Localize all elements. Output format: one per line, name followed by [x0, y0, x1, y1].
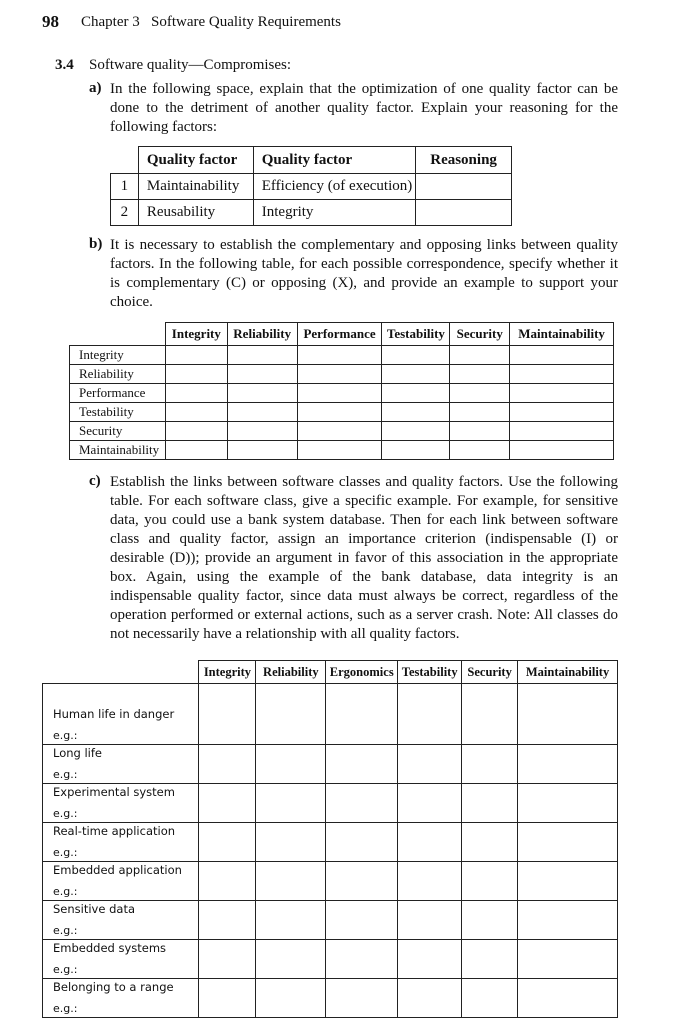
row-label: Security — [70, 422, 166, 441]
answer-cell[interactable] — [510, 422, 614, 441]
answer-cell[interactable] — [462, 979, 518, 1018]
answer-cell[interactable] — [326, 979, 398, 1018]
answer-cell[interactable] — [199, 940, 256, 979]
column-header: Security — [462, 661, 518, 684]
example-label: e.g.: — [53, 807, 78, 820]
column-header: Integrity — [165, 323, 227, 346]
answer-cell[interactable] — [227, 384, 297, 403]
answer-cell[interactable] — [518, 745, 618, 784]
software-class-cell — [43, 784, 199, 823]
answer-cell[interactable] — [297, 441, 382, 460]
answer-cell[interactable] — [518, 979, 618, 1018]
answer-cell[interactable] — [398, 684, 462, 745]
answer-cell[interactable] — [510, 365, 614, 384]
chapter-header: Chapter 3 Software Quality Requirements — [81, 14, 341, 30]
row-number: 1 — [111, 174, 139, 200]
example-label: e.g.: — [53, 963, 78, 976]
software-class-cell — [43, 979, 199, 1018]
answer-cell[interactable] — [297, 365, 382, 384]
answer-cell[interactable] — [382, 441, 450, 460]
answer-cell[interactable] — [199, 823, 256, 862]
table-row — [43, 784, 618, 823]
answer-cell[interactable] — [450, 441, 510, 460]
answer-cell[interactable] — [462, 862, 518, 901]
software-class-label: Long life — [53, 746, 102, 760]
answer-cell[interactable] — [510, 346, 614, 365]
example-label: e.g.: — [53, 1002, 78, 1015]
answer-cell[interactable] — [450, 384, 510, 403]
column-header: Performance — [297, 323, 382, 346]
software-class-cell — [43, 745, 199, 784]
answer-cell[interactable] — [398, 901, 462, 940]
software-class-cell — [43, 901, 199, 940]
answer-cell[interactable] — [227, 422, 297, 441]
table-row — [70, 384, 614, 403]
answer-cell[interactable] — [165, 422, 227, 441]
software-class-label: Human life in danger — [53, 707, 175, 721]
software-class-label: Belonging to a range — [53, 980, 174, 994]
column-header: Quality factor — [138, 147, 253, 174]
answer-cell[interactable] — [256, 745, 326, 784]
example-label: e.g.: — [53, 924, 78, 937]
software-class-cell — [43, 684, 199, 745]
answer-cell[interactable] — [510, 403, 614, 422]
row-label: Reliability — [70, 365, 166, 384]
answer-cell[interactable] — [462, 684, 518, 745]
links-table — [69, 322, 614, 460]
answer-cell[interactable] — [297, 403, 382, 422]
answer-cell[interactable] — [256, 823, 326, 862]
software-class-cell — [43, 940, 199, 979]
column-header: Security — [450, 323, 510, 346]
table-row — [111, 200, 512, 226]
answer-cell[interactable] — [256, 784, 326, 823]
table-row — [43, 979, 618, 1018]
software-class-cell — [43, 862, 199, 901]
answer-cell[interactable] — [227, 403, 297, 422]
answer-cell[interactable] — [518, 784, 618, 823]
answer-cell[interactable] — [199, 979, 256, 1018]
answer-cell[interactable] — [227, 346, 297, 365]
example-label: e.g.: — [53, 846, 78, 859]
answer-cell[interactable] — [398, 940, 462, 979]
answer-cell[interactable] — [518, 862, 618, 901]
answer-cell[interactable] — [518, 823, 618, 862]
table-row — [70, 403, 614, 422]
table-row — [43, 940, 618, 979]
answer-cell[interactable] — [462, 940, 518, 979]
answer-cell[interactable] — [199, 901, 256, 940]
software-class-label: Embedded systems — [53, 941, 167, 955]
software-class-label: Real-time application — [53, 824, 176, 838]
table-row — [43, 823, 618, 862]
answer-cell[interactable] — [398, 979, 462, 1018]
software-class-label: Experimental system — [53, 785, 175, 799]
table-row — [70, 441, 614, 460]
answer-cell[interactable] — [398, 745, 462, 784]
row-label: Maintainability — [70, 441, 166, 460]
part-b-text: It is necessary to establish the complementary and opposing links between quality factors. In the following table, for each possible correspondence, specify whether it is complementary (C) or opposing (X), and provide an example to support your choice. — [110, 237, 618, 310]
column-header: Maintainability — [510, 323, 614, 346]
part-c-label: c) — [89, 473, 101, 489]
answer-cell[interactable] — [450, 346, 510, 365]
column-header: Reliability — [227, 323, 297, 346]
software-class-table — [42, 660, 618, 1018]
answer-cell[interactable] — [297, 346, 382, 365]
section-number: 3.4 — [55, 57, 74, 73]
answer-cell[interactable] — [510, 384, 614, 403]
answer-cell[interactable] — [326, 823, 398, 862]
software-class-cell — [43, 823, 199, 862]
page-number: 98 — [42, 12, 59, 31]
table-corner — [111, 147, 139, 174]
row-label: Testability — [70, 403, 166, 422]
answer-cell[interactable] — [518, 684, 618, 745]
answer-cell[interactable] — [165, 365, 227, 384]
answer-cell[interactable] — [462, 745, 518, 784]
answer-cell[interactable] — [326, 901, 398, 940]
row-label: Integrity — [70, 346, 166, 365]
answer-cell[interactable] — [326, 684, 398, 745]
section-title: Software quality—Compromises: — [89, 57, 292, 73]
answer-cell[interactable] — [450, 403, 510, 422]
answer-cell[interactable] — [326, 940, 398, 979]
answer-cell[interactable] — [518, 940, 618, 979]
answer-cell[interactable] — [450, 422, 510, 441]
example-label: e.g.: — [53, 768, 78, 781]
table-row — [70, 422, 614, 441]
table-row — [111, 174, 512, 200]
row-label: Performance — [70, 384, 166, 403]
answer-cell[interactable] — [297, 384, 382, 403]
answer-cell[interactable] — [462, 784, 518, 823]
answer-cell[interactable] — [256, 862, 326, 901]
answer-cell[interactable] — [462, 823, 518, 862]
answer-cell[interactable] — [256, 901, 326, 940]
table-row — [43, 862, 618, 901]
example-label: e.g.: — [53, 885, 78, 898]
column-header: Reasoning — [416, 147, 512, 174]
quality-factor-cell: Integrity — [253, 200, 415, 226]
column-header: Integrity — [199, 661, 256, 684]
table-row — [43, 684, 618, 745]
answer-cell[interactable] — [382, 365, 450, 384]
answer-cell[interactable] — [256, 979, 326, 1018]
answer-cell[interactable] — [326, 784, 398, 823]
answer-cell[interactable] — [227, 441, 297, 460]
quality-factor-cell: Maintainability — [138, 174, 253, 200]
answer-cell[interactable] — [199, 784, 256, 823]
answer-cell[interactable] — [382, 403, 450, 422]
answer-cell[interactable] — [510, 441, 614, 460]
software-class-label: Embedded application — [53, 863, 182, 877]
answer-cell[interactable] — [256, 940, 326, 979]
quality-factor-cell: Reusability — [138, 200, 253, 226]
column-header: Ergonomics — [326, 661, 398, 684]
answer-cell[interactable] — [199, 745, 256, 784]
column-header: Testability — [398, 661, 462, 684]
table-row — [43, 901, 618, 940]
answer-cell[interactable] — [326, 862, 398, 901]
answer-cell[interactable] — [297, 422, 382, 441]
answer-cell[interactable] — [382, 384, 450, 403]
table-corner — [70, 323, 166, 346]
answer-cell[interactable] — [398, 862, 462, 901]
column-header: Quality factor — [253, 147, 415, 174]
reasoning-cell[interactable] — [416, 200, 512, 226]
compromise-table — [110, 146, 512, 226]
answer-cell[interactable] — [199, 684, 256, 745]
answer-cell[interactable] — [165, 384, 227, 403]
answer-cell[interactable] — [199, 862, 256, 901]
table-row — [70, 365, 614, 384]
answer-cell[interactable] — [326, 745, 398, 784]
answer-cell[interactable] — [450, 365, 510, 384]
reasoning-cell[interactable] — [416, 174, 512, 200]
answer-cell[interactable] — [462, 901, 518, 940]
table-corner — [43, 661, 199, 684]
part-a-label: a) — [89, 80, 102, 96]
answer-cell[interactable] — [165, 441, 227, 460]
row-number: 2 — [111, 200, 139, 226]
part-b-label: b) — [89, 236, 103, 252]
software-class-label: Sensitive data — [53, 902, 135, 916]
answer-cell[interactable] — [382, 422, 450, 441]
example-label: e.g.: — [53, 729, 78, 742]
column-header: Reliability — [256, 661, 326, 684]
answer-cell[interactable] — [165, 403, 227, 422]
column-header: Maintainability — [518, 661, 618, 684]
answer-cell[interactable] — [256, 684, 326, 745]
answer-cell[interactable] — [382, 346, 450, 365]
part-a-text: In the following space, explain that the optimization of one quality factor can be done to the detriment of another quality factor. Explain your reasoning for the following factors: — [110, 81, 618, 135]
quality-factor-cell: Efficiency (of execution) — [253, 174, 415, 200]
column-header: Testability — [382, 323, 450, 346]
answer-cell[interactable] — [165, 346, 227, 365]
answer-cell[interactable] — [398, 823, 462, 862]
answer-cell[interactable] — [518, 901, 618, 940]
table-row — [70, 346, 614, 365]
answer-cell[interactable] — [398, 784, 462, 823]
table-row — [43, 745, 618, 784]
answer-cell[interactable] — [227, 365, 297, 384]
part-c-text: Establish the links between software classes and quality factors. Use the following table. For each software class, give a specific example. For example, for sensitive data, you could use a bank system database. Then for each link between software class and quality factor, assign an importance criterion (indispensable (I) or desirable (D)); provide an argument in favor of this association in the appropriate box. Again, using the example of the bank database, data integrity is an indispensable quality factor, since data must always be correct, regardless of the operation performed or external actions, such as a server crash. Note: All classes do not necessarily have a relationship with all quality factors. — [110, 474, 618, 642]
